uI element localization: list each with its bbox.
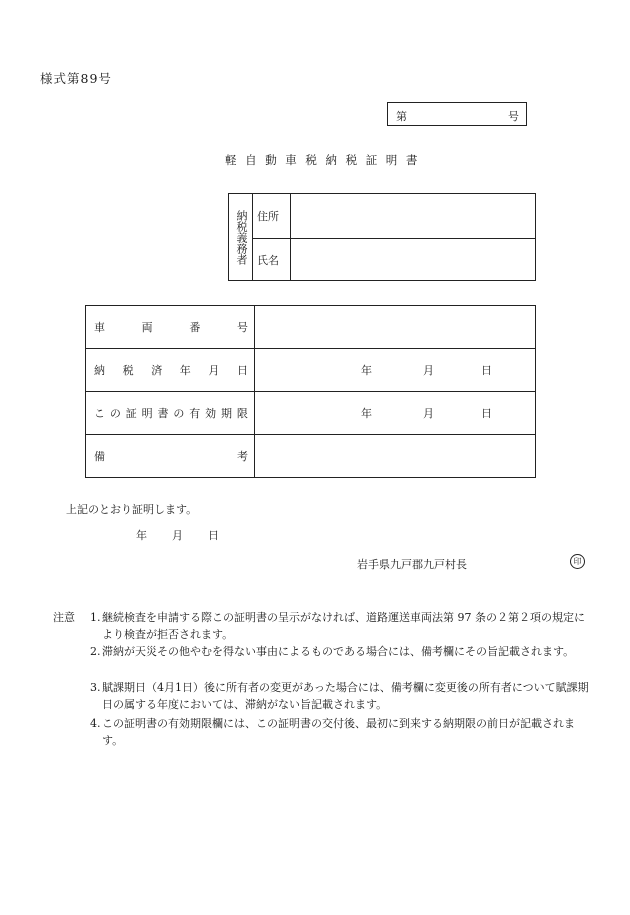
notes-heading: 注意 bbox=[53, 611, 75, 624]
paid-date-value bbox=[255, 349, 536, 392]
remarks-label-cell bbox=[86, 435, 255, 478]
issue-month-unit: 月 bbox=[172, 529, 183, 542]
paid-date-label: 納 税 済 年 月 日 bbox=[94, 364, 248, 377]
paid-year-unit: 年 bbox=[361, 364, 372, 377]
address-label: 住所 bbox=[253, 194, 291, 239]
taxpayer-table bbox=[228, 193, 536, 281]
vehicle-number-label-cell bbox=[86, 306, 255, 349]
paid-month-unit: 月 bbox=[423, 364, 434, 377]
expiry-day-unit: 日 bbox=[481, 407, 492, 420]
expiry-month-unit: 月 bbox=[423, 407, 434, 420]
vehicle-number-value bbox=[255, 306, 536, 349]
address-value bbox=[291, 194, 536, 239]
taxpayer-label-cell bbox=[229, 194, 253, 281]
note-item bbox=[90, 715, 590, 749]
note-number: 1. bbox=[90, 611, 101, 624]
remarks-label: 備 考 bbox=[94, 450, 248, 463]
name-value bbox=[291, 239, 536, 281]
seal-mark: 印 bbox=[570, 554, 585, 569]
vehicle-tax-table bbox=[85, 305, 536, 478]
issue-day-unit: 日 bbox=[208, 529, 219, 542]
paid-date-row bbox=[86, 349, 536, 392]
note-number: 3. bbox=[90, 681, 101, 694]
certify-statement: 上記のとおり証明します。 bbox=[66, 503, 198, 516]
remarks-value bbox=[255, 435, 536, 478]
form-number: 様式第89号 bbox=[40, 71, 112, 86]
expiry-value bbox=[255, 392, 536, 435]
expiry-year-unit: 年 bbox=[361, 407, 372, 420]
number-prefix: 第 bbox=[396, 110, 407, 123]
paid-date-label-cell bbox=[86, 349, 255, 392]
taxpayer-label: 納税義務者 bbox=[235, 209, 248, 265]
note-item bbox=[90, 679, 590, 713]
note-item bbox=[90, 643, 590, 660]
note-text: 継続検査を申請する際この証明書の呈示がなければ、道路運送車両法第 97 条の２第２項の規定により検査が拒否されます。 bbox=[102, 611, 585, 641]
expiry-label-cell bbox=[86, 392, 255, 435]
name-label: 氏名 bbox=[253, 239, 291, 281]
expiry-row bbox=[86, 392, 536, 435]
note-number: 4. bbox=[90, 717, 101, 730]
remarks-row bbox=[86, 435, 536, 478]
note-item bbox=[90, 609, 590, 643]
vehicle-number-label: 車 両 番 号 bbox=[94, 321, 248, 334]
note-number: 2. bbox=[90, 645, 101, 658]
note-text: 滞納が天災その他やむを得ない事由によるものである場合には、備考欄にその旨記載されます。 bbox=[102, 645, 575, 658]
note-text: 賦課期日（4月1日）後に所有者の変更があった場合には、備考欄に変更後の所有者について賦課期日の属する年度においては、滞納がない旨記載されます。 bbox=[102, 681, 589, 711]
paid-day-unit: 日 bbox=[481, 364, 492, 377]
issuer-name: 岩手県九戸郡九戸村長 bbox=[357, 558, 467, 571]
issue-year-unit: 年 bbox=[136, 529, 147, 542]
note-text: この証明書の有効期限欄には、この証明書の交付後、最初に到来する納期限の前日が記載されます。 bbox=[102, 717, 575, 747]
expiry-label: こ の 証 明 書 の 有 効 期 限 bbox=[94, 407, 248, 420]
document-title: 軽自動車税納税証明書 bbox=[225, 153, 426, 167]
number-suffix: 号 bbox=[508, 110, 519, 123]
certificate-number-box bbox=[387, 102, 527, 126]
vehicle-number-row bbox=[86, 306, 536, 349]
